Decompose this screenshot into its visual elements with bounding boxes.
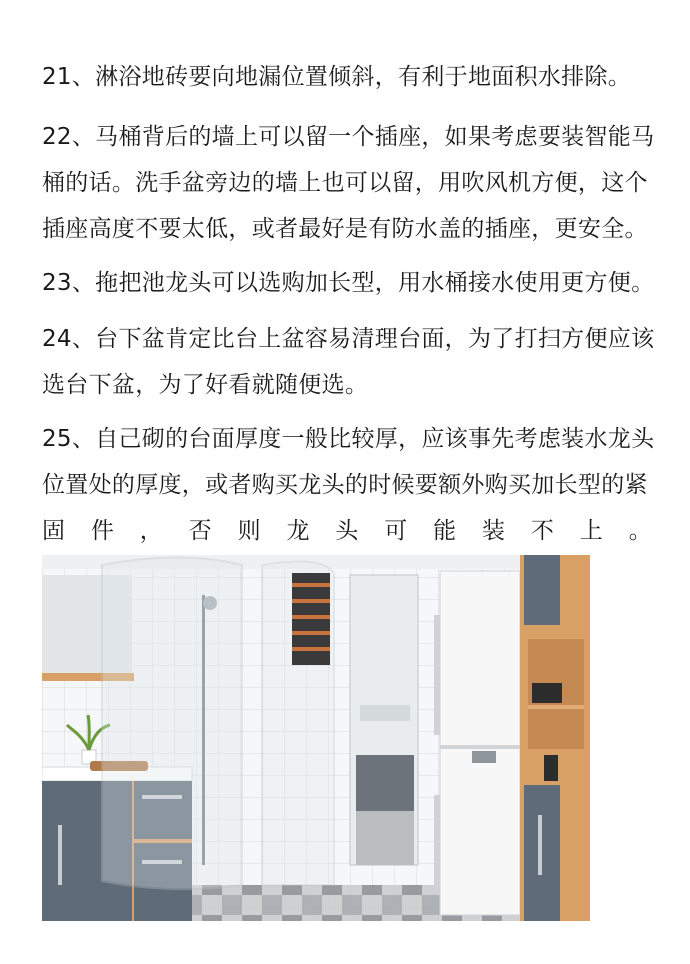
tip-21 [42,54,662,100]
tip-25-char: ， [139,518,164,544]
tip-21-line-1: 21、淋浴地砖要向地漏位置倾斜，有利于地面积水排除。 [42,64,632,90]
bathroom-illustration [42,555,590,921]
tip-25-char: 否 [188,518,212,544]
tip-24-line-1: 24、台下盆肯定比台上盆容易清理台面，为了打扫方便应该 [42,326,655,352]
tip-25-line-2: 位置处的厚度，或者购买龙头的时候要额外购买加长型的紧 [42,472,648,498]
tip-24 [42,316,662,408]
tip-22-line-1: 22、马桶背后的墙上可以留一个插座，如果考虑要装智能马 [42,124,655,150]
tip-25-char: 固 [42,518,66,544]
tip-25-char: 件 [90,518,115,544]
tip-25 [42,416,662,554]
tip-25-char: 上 [579,518,604,544]
tip-23-line-1: 23、拖把池龙头可以选购加长型，用水桶接水使用更方便。 [42,270,655,296]
tip-22 [42,114,662,252]
tip-25-line-1: 25、自己砌的台面厚度一般比较厚，应该事先考虑装水龙头 [42,426,655,452]
tip-25-char: 则 [237,518,261,544]
tip-22-line-3: 插座高度不要太低，或者最好是有防水盖的插座，更安全。 [42,216,648,242]
tip-22-line-2: 桶的话。洗手盆旁边的墙上也可以留，用吹风机方便，这个 [42,170,648,196]
tip-25-char: 。 [628,518,652,544]
tip-23 [42,260,662,306]
tip-25-char: 可 [384,518,408,544]
bathroom-photo [42,555,590,921]
tip-25-char: 能 [433,518,457,544]
tip-25-char: 不 [530,518,555,544]
tip-24-line-2: 选台下盆，为了好看就随便选。 [42,372,369,398]
tip-25-line-3 [42,508,652,554]
tip-25-char: 头 [335,518,359,544]
tip-25-char: 龙 [286,518,310,544]
tip-25-char: 装 [482,518,506,544]
